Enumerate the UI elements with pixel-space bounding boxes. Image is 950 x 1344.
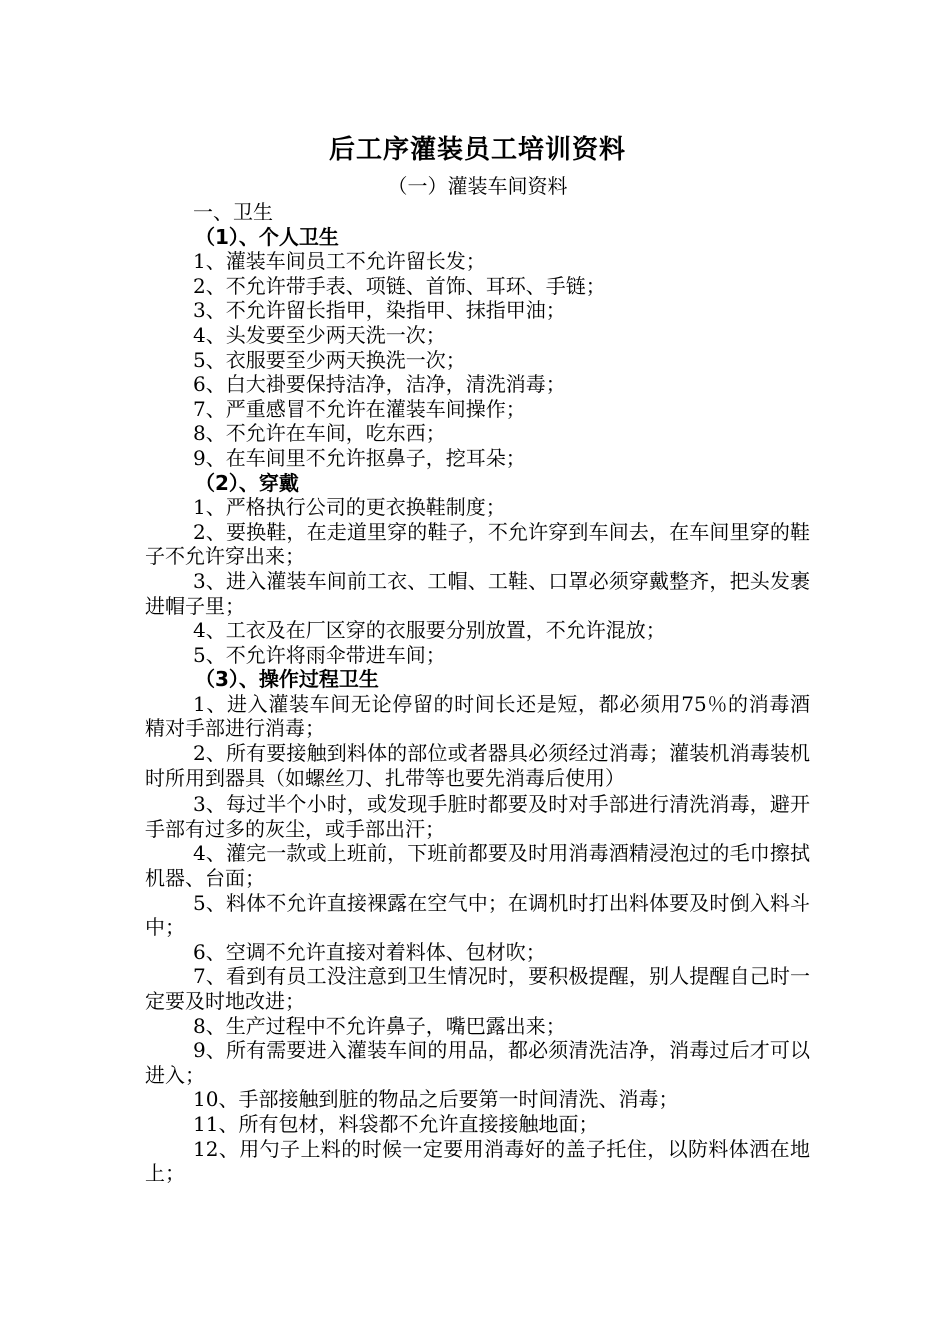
list-item: 4、工衣及在厂区穿的衣服要分别放置，不允许混放； [193,618,666,643]
list-item: 5、不允许将雨伞带进车间； [193,642,446,667]
list-item: 4、头发要至少两天洗一次； [193,322,446,347]
list-item: 9、所有需要进入灌装车间的用品，都必须清洗洁净，消毒过后才可以进入； [145,1038,810,1087]
list-attire [145,495,810,667]
list-item: 6、白大褂要保持洁净，洁净，清洗消毒； [193,372,566,397]
subsection-heading-personal: （1）、个人卫生 [195,224,339,249]
list-item: 1、进入灌装车间无论停留的时间长还是短，都必须用75％的消毒酒精对手部进行消毒； [145,691,810,741]
list-item: 1、灌装车间员工不允许留长发； [193,249,486,274]
list-item: 2、所有要接触到料体的部位或者器具必须经过消毒；灌装机消毒装机时所用到器具（如螺丝刀、扎带等也要先消毒后使用） [145,741,810,790]
list-item: 6、空调不允许直接对着料体、包材吹； [193,939,546,964]
list-item: 7、看到有员工没注意到卫生情况时，要积极提醒，别人提醒自己时一定要及时地改进； [145,964,810,1013]
list-item: 7、严重感冒不允许在灌装车间操作； [193,396,526,421]
list-item: 1、严格执行公司的更衣换鞋制度； [193,495,506,520]
list-personal-hygiene [145,249,810,470]
list-item: 4、灌完一款或上班前，下班前都要及时用消毒酒精浸泡过的毛巾擦拭机器、台面； [145,841,810,891]
list-item: 10、手部接触到脏的物品之后要第一时间清洗、消毒； [193,1087,679,1112]
subsection-heading-attire: （2）、穿戴 [195,470,299,495]
document-subtitle: （一）灌装车间资料 [387,174,568,198]
section-heading-hygiene: 一、卫生 [193,200,273,224]
list-item: 12、用勺子上料的时候一定要用消毒好的盖子托住，以防料体洒在地上； [145,1136,810,1186]
document-title: 后工序灌装员工培训资料 [328,135,626,165]
list-item: 5、料体不允许直接裸露在空气中；在调机时打出料体要及时倒入料斗中； [145,890,810,940]
list-item: 11、所有包材，料袋都不允许直接接触地面； [193,1111,599,1136]
list-item: 9、在车间里不允许抠鼻子，挖耳朵； [193,445,526,470]
list-operation-hygiene [145,692,810,1186]
subsection-heading-operation: （3）、操作过程卫生 [195,667,379,692]
list-item: 8、不允许在车间，吃东西； [193,421,446,446]
list-item: 8、生产过程中不允许鼻子，嘴巴露出来； [193,1013,566,1038]
list-item: 2、要换鞋，在走道里穿的鞋子，不允许穿到车间去，在车间里穿的鞋子不允许穿出来； [145,519,810,569]
list-item: 3、进入灌装车间前工衣、工帽、工鞋、口罩必须穿戴整齐，把头发裹进帽子里； [145,568,810,618]
list-item: 2、不允许带手表、项链、首饰、耳环、手链； [193,273,606,298]
list-item: 3、不允许留长指甲，染指甲、抹指甲油； [193,298,566,323]
list-item: 5、衣服要至少两天换洗一次； [193,347,466,372]
list-item: 3、每过半个小时，或发现手脏时都要及时对手部进行清洗消毒，避开手部有过多的灰尘，或手部出汗； [145,792,810,841]
document-page [145,132,810,1186]
